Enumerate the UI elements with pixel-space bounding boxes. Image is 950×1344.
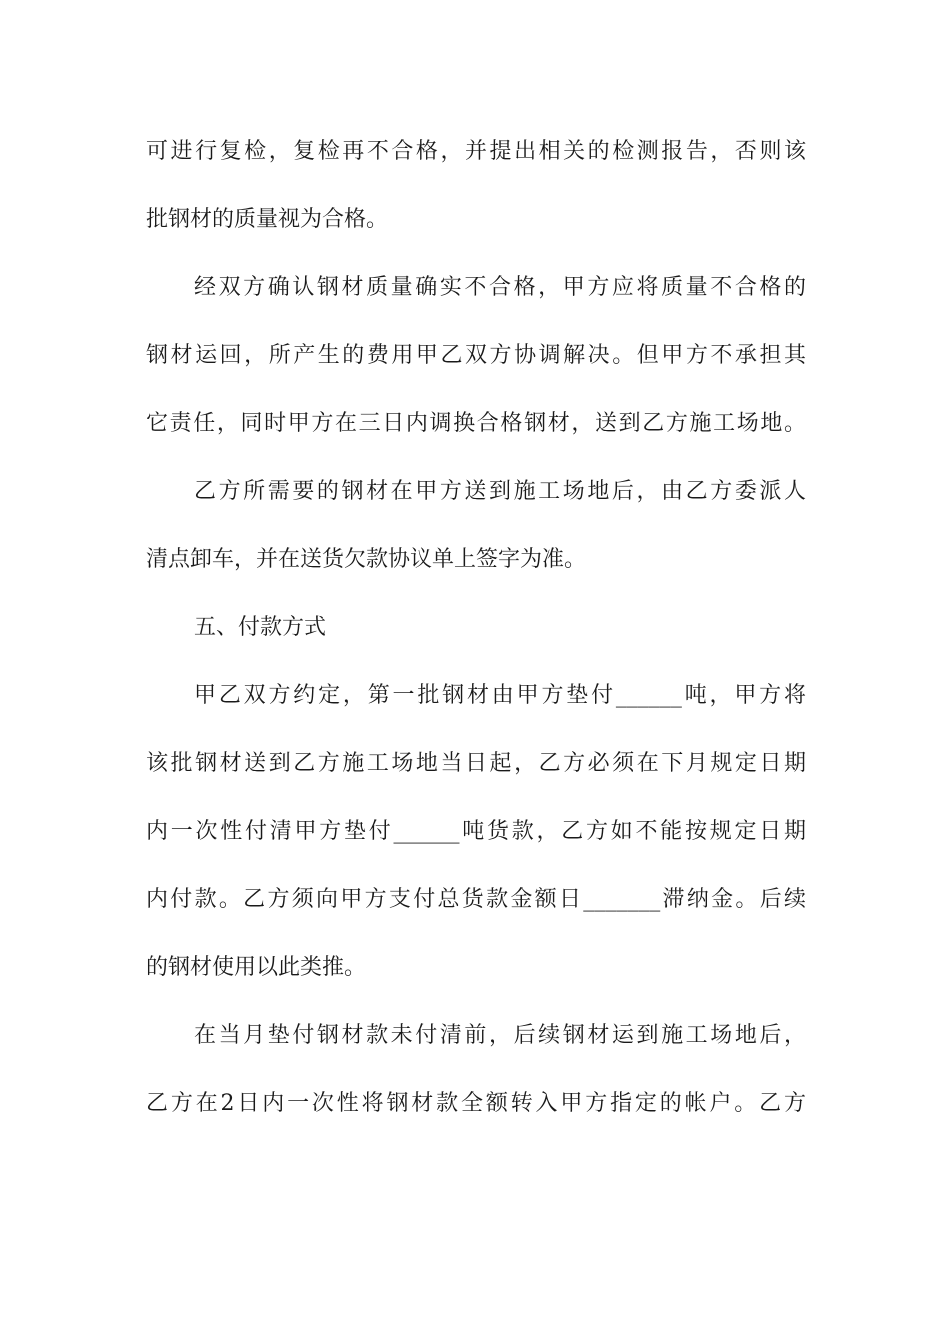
text-line: 钢材运回，所产生的费用甲乙双方协调解决。但甲方不承担其 — [146, 343, 806, 368]
paragraph-start-line: 在当月垫付钢材款未付清前，后续钢材运到施工场地后， — [194, 1023, 806, 1048]
text-line: 该批钢材送到乙方施工场地当日起，乙方必须在下月规定日期 — [146, 751, 806, 776]
document-body — [146, 118, 806, 1138]
section-heading: 五、付款方式 — [194, 615, 327, 640]
paragraph-start-line: 乙方所需要的钢材在甲方送到施工场地后，由乙方委派人 — [194, 479, 806, 504]
text-line: 内一次性付清甲方垫付______吨货款，乙方如不能按规定日期 — [146, 819, 806, 844]
text-line: 乙方在2日内一次性将钢材款全额转入甲方指定的帐户。乙方 — [146, 1091, 806, 1116]
text-line: 它责任，同时甲方在三日内调换合格钢材，送到乙方施工场地。 — [146, 411, 806, 436]
text-line: 清点卸车，并在送货欠款协议单上签字为准。 — [146, 547, 587, 572]
text-line: 可进行复检，复检再不合格，并提出相关的检测报告，否则该 — [146, 139, 806, 164]
paragraph-start-line: 经双方确认钢材质量确实不合格，甲方应将质量不合格的 — [194, 275, 806, 300]
text-line: 的钢材使用以此类推。 — [146, 955, 367, 980]
paragraph-start-line: 甲乙双方约定，第一批钢材由甲方垫付______吨，甲方将 — [194, 683, 806, 708]
text-line: 内付款。乙方须向甲方支付总货款金额日_______滞纳金。后续 — [146, 887, 806, 912]
text-line: 批钢材的质量视为合格。 — [146, 207, 389, 232]
